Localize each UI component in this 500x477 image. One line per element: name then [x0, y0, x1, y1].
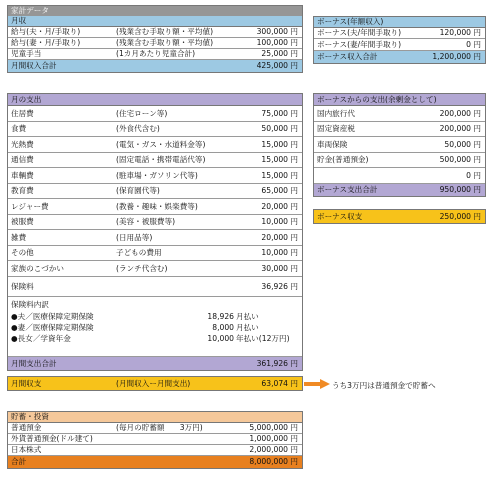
- expense-label: 教育費: [11, 186, 34, 196]
- bonus-expense-label: 国内旅行代: [317, 108, 355, 118]
- income-label: 給与(妻・月/手取り): [11, 38, 81, 47]
- insurance-detail: [8, 297, 302, 357]
- expense-row: [8, 215, 302, 231]
- expense-row: [8, 122, 302, 138]
- income-row: [8, 38, 302, 49]
- income-row: [8, 27, 302, 38]
- expense-amount: 20,000 円: [261, 201, 298, 211]
- expense-note: (固定電話・携帯電話代等): [116, 155, 206, 165]
- bonus-balance-label: ボーナス収支: [317, 212, 363, 221]
- household-title: 家計データ: [8, 6, 302, 16]
- bonus-expense-row: [314, 168, 485, 184]
- expense-amount: 15,000 円: [261, 139, 298, 149]
- insurance-detail-row: [11, 322, 302, 333]
- bonus-balance: [313, 209, 486, 224]
- expense-header: 月の支出: [8, 94, 302, 106]
- income-total-amount: 425,000 円: [256, 61, 298, 70]
- expense-label: 住居費: [11, 108, 34, 118]
- income-total-label: 月間収入合計: [11, 61, 57, 70]
- monthly-balance: [7, 376, 303, 391]
- insurance-row: [8, 277, 302, 297]
- income-amount: 300,000 円: [256, 27, 298, 36]
- bonus-expense-total-amount: 950,000 円: [439, 185, 481, 194]
- bonus-balance-amount: 250,000 円: [439, 212, 481, 221]
- expense-row: [8, 184, 302, 200]
- expense-note: (ランチ代含む): [116, 263, 168, 273]
- bonus-label: ボーナス(夫/年間手取り): [317, 28, 402, 38]
- expense-amount: 15,000 円: [261, 155, 298, 165]
- insurance-detail-label: ●妻／医療保障定期保険: [11, 322, 94, 332]
- expense-row: [8, 199, 302, 215]
- expense-label: レジャー費: [11, 201, 49, 211]
- bonus-total-label: ボーナス収入合計: [317, 52, 378, 61]
- income-note: (残業含む手取り額・平均値): [116, 38, 214, 47]
- savings-row: [8, 423, 302, 434]
- savings-row: [8, 445, 302, 456]
- expense-total-row: [8, 357, 302, 370]
- bonus-total-row: [314, 51, 485, 63]
- expense-row: [8, 137, 302, 153]
- income-amount: 100,000 円: [256, 38, 298, 47]
- savings-row: [8, 434, 302, 445]
- insurance-detail-amount: 10,000: [207, 333, 234, 343]
- insurance-amount: 36,926 円: [261, 281, 298, 291]
- insurance-detail-label: ●夫／医療保障定期保険: [11, 311, 94, 321]
- expense-note: (教養・趣味・娯楽費等): [116, 201, 198, 211]
- monthly-balance-note: (月間収入ー月間支出): [116, 379, 191, 388]
- bonus-row: [314, 28, 485, 40]
- expense-note: (保育園代等): [116, 186, 160, 196]
- savings-total-label: 合計: [11, 457, 27, 466]
- bonus-label: ボーナス(妻/年間手取り): [317, 39, 402, 49]
- insurance-label: 保険料: [11, 281, 34, 291]
- savings-note: うち3万円は普通預金で貯蓄へ: [332, 381, 436, 390]
- income-section: [7, 5, 303, 73]
- bonus-expense-row: [314, 106, 485, 122]
- expense-note: (住宅ローン等): [116, 108, 168, 118]
- expense-label: 被服費: [11, 217, 34, 227]
- bonus-row: [314, 39, 485, 51]
- expense-note: (日用品等): [116, 232, 153, 242]
- expense-row: [8, 246, 302, 262]
- savings-section: [7, 411, 303, 469]
- income-row: [8, 49, 302, 60]
- expense-note: (外食代含む): [116, 124, 160, 134]
- bonus-expense-label: 固定資産税: [317, 124, 355, 134]
- bonus-amount: 120,000 円: [439, 28, 481, 38]
- expense-total-label: 月間支出合計: [11, 358, 57, 368]
- expense-section: [7, 93, 303, 371]
- insurance-detail-unit: 年払い(12万円): [236, 333, 290, 343]
- insurance-detail-row: [11, 311, 302, 322]
- expense-row: [8, 261, 302, 277]
- expense-amount: 30,000 円: [261, 263, 298, 273]
- expense-note: (美容・被服費等): [116, 217, 176, 227]
- bonus-expense-amount: 0 円: [466, 170, 481, 180]
- expense-total-amount: 361,926 円: [256, 358, 298, 368]
- insurance-detail-amount: 8,000: [212, 322, 234, 332]
- expense-note: (電気・ガス・水道料金等): [116, 139, 206, 149]
- expense-note: 子どもの費用: [116, 248, 162, 258]
- bonus-income-section: [313, 16, 486, 64]
- savings-label: 普通預金: [11, 423, 42, 432]
- bonus-expense-row: [314, 137, 485, 153]
- bonus-expense-row: [314, 122, 485, 138]
- expense-amount: 65,000 円: [261, 186, 298, 196]
- expense-label: 家族のこづかい: [11, 263, 65, 273]
- savings-note: (毎月の貯蓄額 3万円): [116, 423, 203, 432]
- bonus-expense-label: 貯金(普通預金): [317, 155, 369, 165]
- expense-label: 光熱費: [11, 139, 34, 149]
- bonus-expense-row: [314, 153, 485, 169]
- bonus-expense-amount: 200,000 円: [439, 124, 481, 134]
- bonus-expense-label: 車両保険: [317, 139, 348, 149]
- income-total-row: [8, 60, 302, 72]
- expense-amount: 20,000 円: [261, 232, 298, 242]
- bonus-total-amount: 1,200,000 円: [432, 52, 481, 61]
- bonus-expense-amount: 200,000 円: [439, 108, 481, 118]
- bonus-expense-section: [313, 93, 486, 197]
- expense-row: [8, 106, 302, 122]
- expense-label: 車輌費: [11, 170, 34, 180]
- bonus-expense-amount: 50,000 円: [444, 139, 481, 149]
- monthly-balance-label: 月間収支: [11, 379, 42, 388]
- monthly-balance-amount: 63,074 円: [261, 379, 298, 388]
- savings-header: 貯蓄・投資: [8, 412, 302, 423]
- expense-label: 通信費: [11, 155, 34, 165]
- savings-total-amount: 8,000,000 円: [249, 457, 298, 466]
- income-label: 児童手当: [11, 49, 42, 58]
- insurance-detail-unit: 月払い: [236, 311, 259, 321]
- expense-label: 雑費: [11, 232, 27, 242]
- insurance-detail-amount: 18,926: [207, 311, 234, 321]
- income-amount: 25,000 円: [261, 49, 298, 58]
- bonus-expense-amount: 500,000 円: [439, 155, 481, 165]
- expense-label: 食費: [11, 124, 27, 134]
- income-note: (1カ月あたり児童合計): [116, 49, 196, 58]
- income-label: 給与(夫・月/手取り): [11, 27, 81, 36]
- expense-amount: 15,000 円: [261, 170, 298, 180]
- bonus-expense-total-row: [314, 184, 485, 196]
- expense-amount: 50,000 円: [261, 124, 298, 134]
- insurance-detail-row: [11, 333, 302, 344]
- savings-amount: 5,000,000 円: [249, 423, 298, 432]
- savings-label: 日本株式: [11, 445, 42, 454]
- bonus-expense-total-label: ボーナス支出合計: [317, 185, 378, 194]
- expense-row: [8, 153, 302, 169]
- expense-amount: 10,000 円: [261, 248, 298, 258]
- expense-label: その他: [11, 248, 34, 258]
- savings-total-row: [8, 456, 302, 468]
- savings-label: 外貨普通預金(ドル建て): [11, 434, 93, 443]
- bonus-amount: 0 円: [466, 39, 481, 49]
- insurance-detail-unit: 月払い: [236, 322, 259, 332]
- expense-note: (駐車場・ガソリン代等): [116, 170, 198, 180]
- expense-amount: 75,000 円: [261, 108, 298, 118]
- income-note: (残業含む手取り額・平均値): [116, 27, 214, 36]
- bonus-header: ボーナス(年額収入): [314, 17, 485, 28]
- bonus-expense-header: ボーナスからの支出(余剰金として): [314, 94, 485, 106]
- insurance-detail-title: 保険料内訳: [11, 299, 49, 309]
- expense-row: [8, 230, 302, 246]
- savings-amount: 1,000,000 円: [249, 434, 298, 443]
- expense-amount: 10,000 円: [261, 217, 298, 227]
- income-header: 月収: [8, 16, 302, 27]
- arrow-right-icon: [304, 379, 330, 389]
- expense-row: [8, 168, 302, 184]
- insurance-detail-label: ●長女／学資年金: [11, 333, 71, 343]
- savings-amount: 2,000,000 円: [249, 445, 298, 454]
